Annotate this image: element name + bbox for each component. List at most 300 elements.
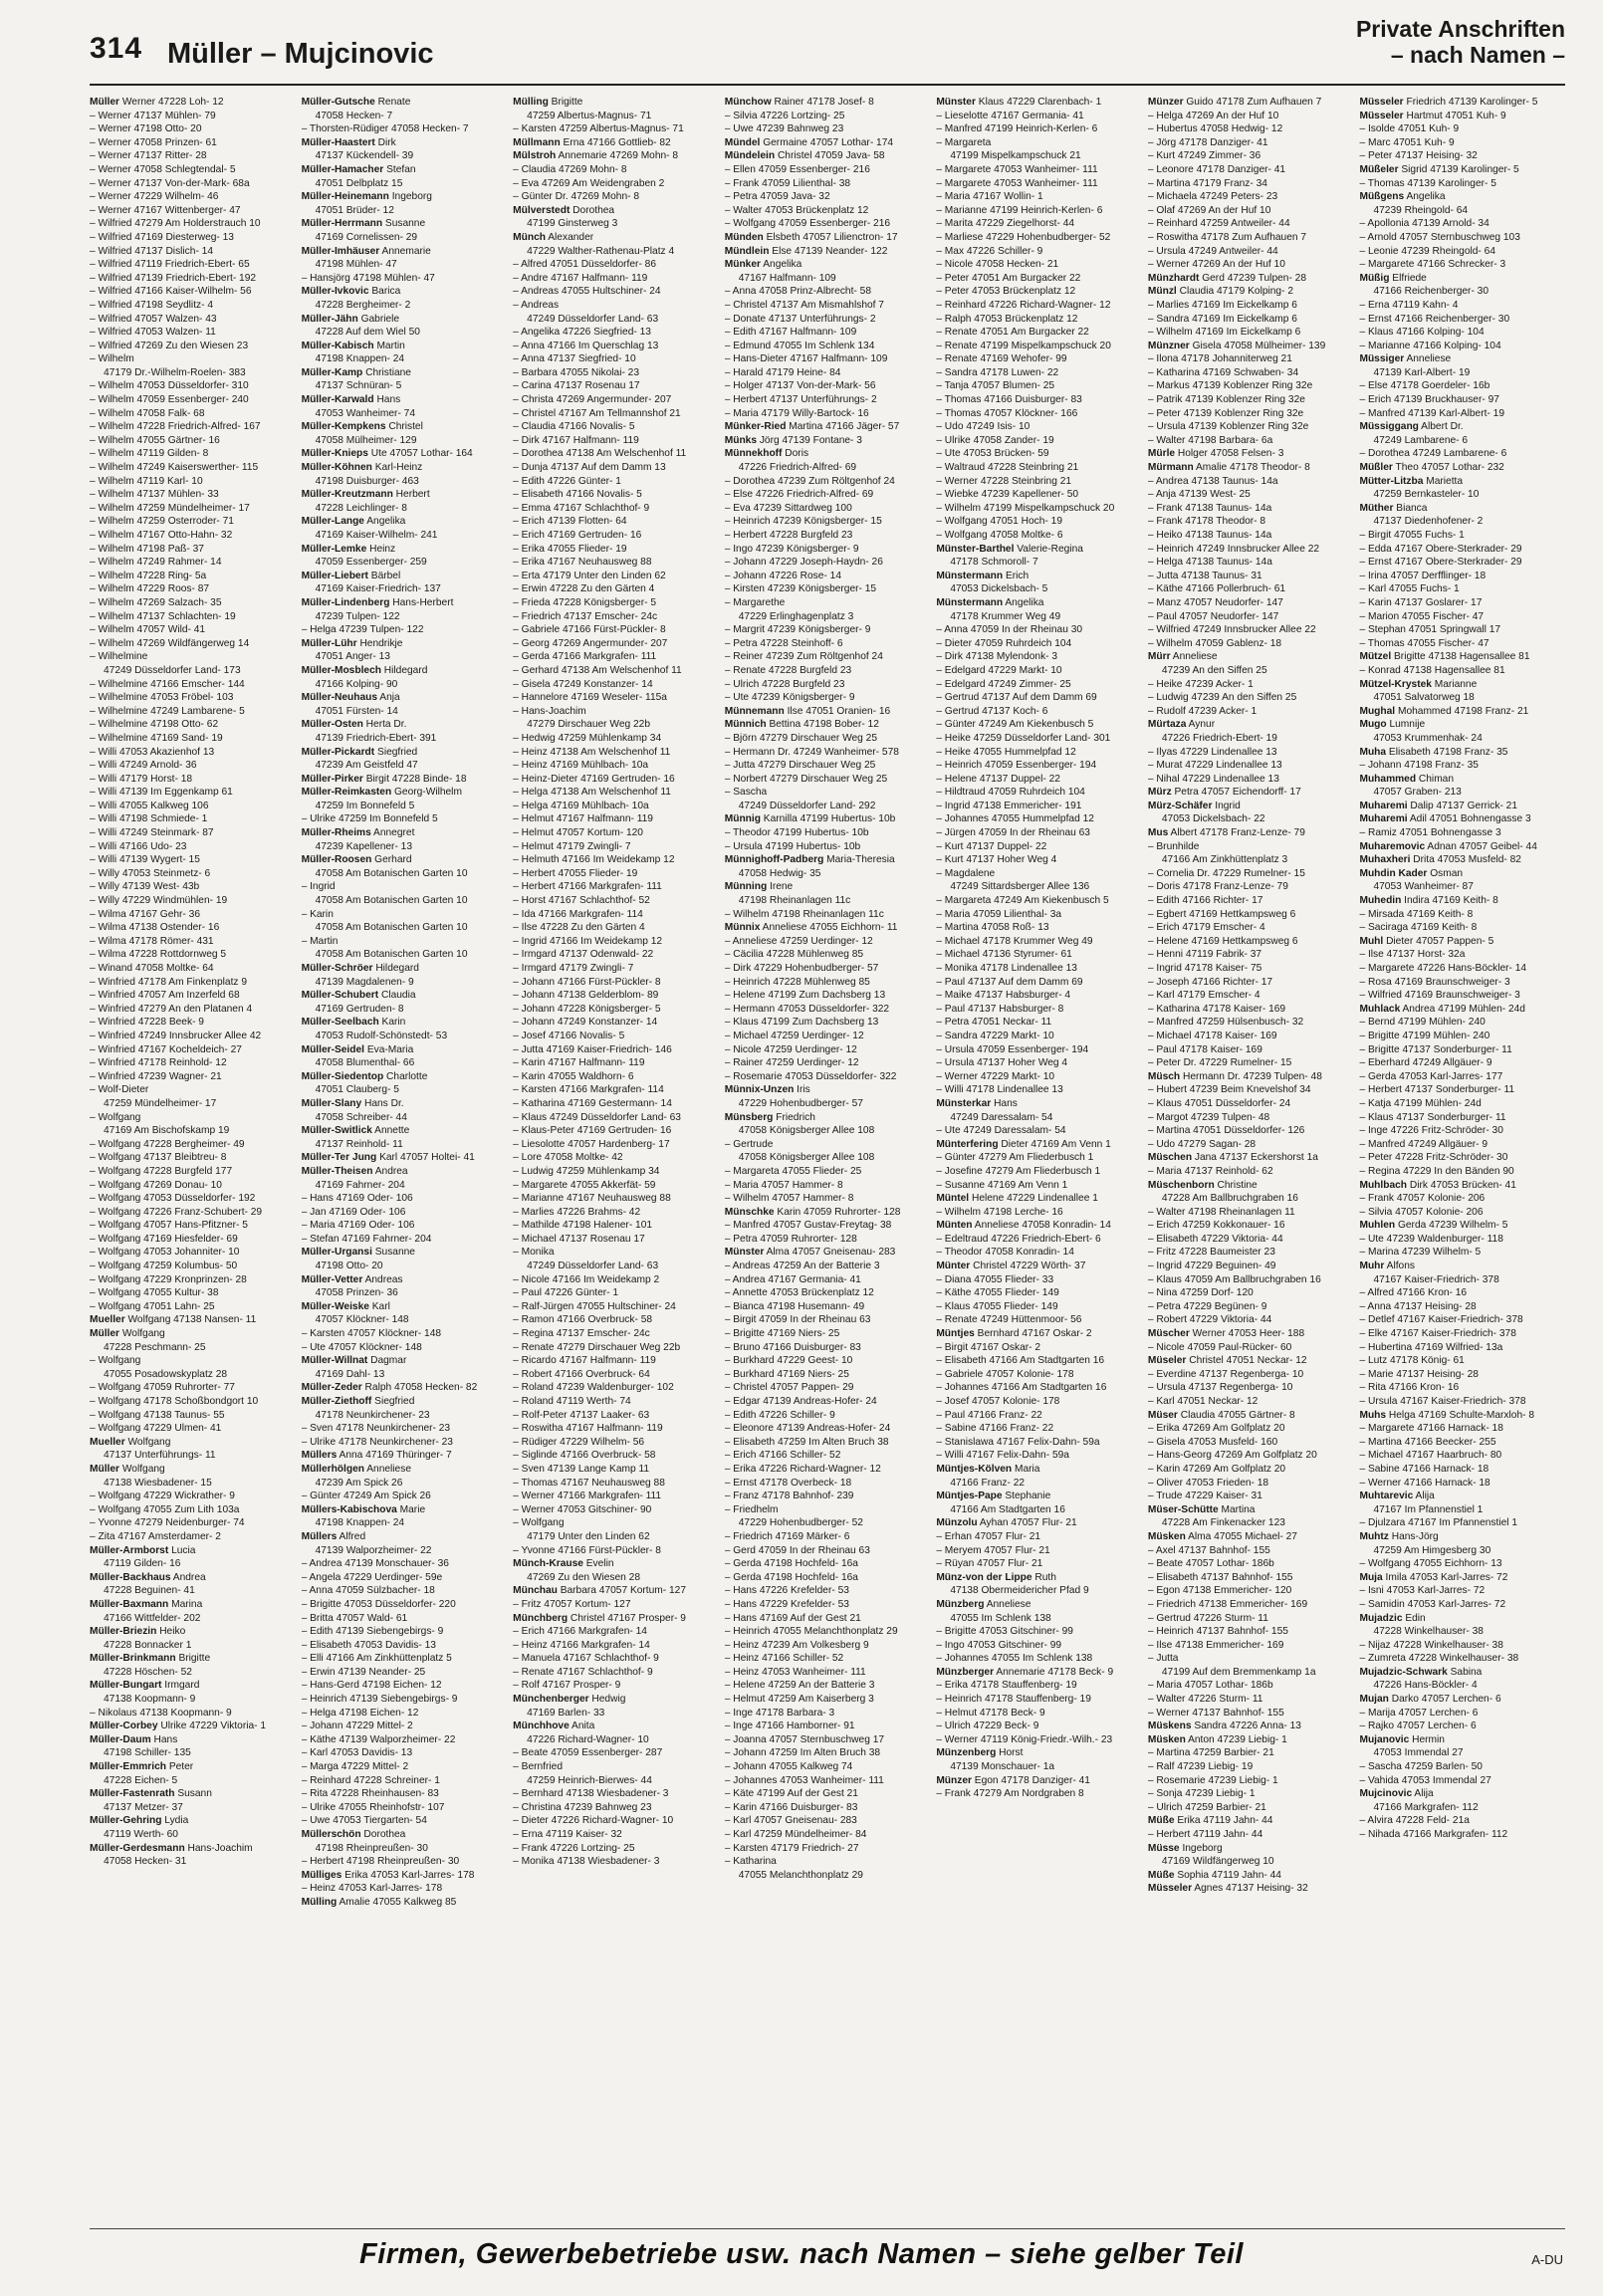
listing-entry-text: – Johann 47228 Königsberger- 5 xyxy=(513,1003,661,1015)
listing-entry-text: – Ursula 47059 Essenberger- 194 xyxy=(936,1043,1089,1055)
listing-entry xyxy=(725,1043,931,1057)
listing-entry-text: – Andrea 47167 Germania- 41 xyxy=(724,1273,861,1285)
listing-entry-text: Gerhard xyxy=(371,854,412,866)
listing-entry xyxy=(1148,190,1354,204)
listing-entry-text: – Axel 47137 Bahnhof- 155 xyxy=(1147,1544,1270,1556)
listing-entry-text: – Edith 47166 Richter- 17 xyxy=(1147,895,1263,907)
listing-entry-text: – Helga 47138 Taunus- 14a xyxy=(1147,557,1272,569)
listing-entry xyxy=(1359,272,1565,286)
listing-entry-text: – Wolfgang xyxy=(90,1111,141,1123)
listing-entry xyxy=(936,921,1142,935)
listing-entry-text: 47228 Peschmann- 25 xyxy=(104,1341,206,1353)
listing-entry-text: – Wolfgang 47059 Ruhrorter- 77 xyxy=(90,1382,235,1394)
listing-entry-text: Guido 47178 Zum Aufhauen 7 xyxy=(1183,97,1322,108)
listing-entry xyxy=(513,149,719,163)
listing-entry xyxy=(90,570,296,583)
listing-entry-text: – Paul 47057 Neudorfer- 147 xyxy=(1147,610,1279,622)
listing-entry xyxy=(90,1503,296,1517)
listing-entry-text: 47051 Brüder- 12 xyxy=(315,204,394,216)
listing-entry-text: – Wilhelm 47169 Im Eickelkamp 6 xyxy=(1147,327,1301,339)
listing-entry xyxy=(1359,379,1565,393)
listing-entry-text: – Ingrid 47178 Kaiser- 75 xyxy=(1147,963,1262,974)
listing-entry xyxy=(1148,1206,1354,1220)
listing-entry xyxy=(302,1733,508,1747)
listing-entry-text: – Wilhelm 47259 Osterroder- 71 xyxy=(90,516,234,528)
listing-entry-text: – Theodor 47058 Konradin- 14 xyxy=(936,1247,1074,1259)
listing-entry xyxy=(936,447,1142,461)
listing-entry-text: Hildegard xyxy=(372,963,419,974)
listing-entry xyxy=(725,217,931,231)
listing-entry-text: – Herbert 47055 Flieder- 19 xyxy=(513,867,638,879)
listing-entry-text: – Rüdiger 47229 Wilhelm- 56 xyxy=(513,1436,645,1448)
listing-entry xyxy=(513,136,719,150)
listing-entry-text: – Ulrich 47228 Burgfeld 23 xyxy=(724,678,845,690)
listing-entry-text: 47169 Cornelissen- 29 xyxy=(315,231,418,243)
listing-entry xyxy=(90,1003,296,1017)
listing-entry-text: – Frieda 47228 Königsberger- 5 xyxy=(513,596,657,608)
listing-entry xyxy=(936,529,1142,543)
listing-entry xyxy=(1148,1625,1354,1639)
listing-entry xyxy=(513,908,719,922)
listing-entry xyxy=(1148,475,1354,489)
listing-entry xyxy=(725,1490,931,1503)
listing-entry-text: – Helga 47198 Eichen- 12 xyxy=(301,1707,419,1719)
listing-entry-text: – Gertrud 47137 Auf dem Damm 69 xyxy=(936,692,1097,704)
listing-entry xyxy=(302,650,508,664)
listing-entry-text: – Max 47226 Schiller- 9 xyxy=(936,245,1043,257)
listing-entry xyxy=(513,326,719,340)
listing-entry-text: – Cäcilia 47228 Mühlenweg 85 xyxy=(724,949,864,961)
listing-entry-text: – Erich 47259 Kokkonauer- 16 xyxy=(1147,1220,1285,1232)
listing-entry-text: 47053 Dickelsbach- 5 xyxy=(950,583,1048,595)
listing-entry xyxy=(302,393,508,407)
listing-entry-text: Annemarie 47178 Beck- 9 xyxy=(994,1666,1114,1678)
listing-entry xyxy=(513,840,719,854)
listing-entry xyxy=(1148,759,1354,773)
listing-entry xyxy=(513,1030,719,1043)
listing-entry-surname: Muja xyxy=(1359,1571,1383,1583)
listing-entry-text: Martin xyxy=(373,340,405,351)
listing-entry-surname: Münterfering xyxy=(936,1138,999,1150)
listing-entry-text: – Paul 47137 Habsburger- 8 xyxy=(936,1003,1064,1015)
listing-entry-text: – Willi 47179 Horst- 18 xyxy=(90,773,193,785)
listing-entry-text: – Johannes 47055 Im Schlenk 138 xyxy=(936,1653,1093,1665)
listing-entry-text: – Martin xyxy=(301,935,339,947)
listing-entry xyxy=(513,285,719,299)
listing-entry-text: – Willi 47053 Akazienhof 13 xyxy=(90,746,215,758)
listing-entry-text: – Walter 47198 Barbara- 6a xyxy=(1147,434,1273,446)
listing-entry-text: Jana 47137 Eckershorst 1a xyxy=(1192,1152,1318,1164)
listing-entry-text: – Heinrich 47228 Mühlenweg 85 xyxy=(724,976,870,988)
listing-entry xyxy=(1148,664,1354,678)
listing-entry-text: – Michael 47178 Kaiser- 169 xyxy=(1147,1030,1277,1041)
listing-entry-text: 47179 Unter den Linden 62 xyxy=(527,1530,650,1542)
listing-entry xyxy=(513,1449,719,1463)
listing-entry-text: 47166 Am Stadtgarten 16 xyxy=(950,1503,1065,1515)
listing-entry-text: 47228 Bonnacker 1 xyxy=(104,1639,192,1651)
listing-entry-text: – Nicole 47058 Hecken- 21 xyxy=(936,259,1059,271)
listing-entry-text: Darko 47057 Lerchen- 6 xyxy=(1388,1694,1501,1706)
listing-entry-text: – Herbert 47137 Unterführungs- 2 xyxy=(724,394,877,406)
listing-entry xyxy=(302,1003,508,1017)
listing-entry-surname: Mujanovic xyxy=(1359,1733,1410,1745)
listing-entry-text: 47137 Metzer- 37 xyxy=(104,1801,183,1813)
listing-entry xyxy=(1359,96,1565,110)
listing-entry xyxy=(936,1246,1142,1260)
listing-entry-text: Hans-Jörg xyxy=(1388,1530,1439,1542)
listing-entry-text: – Thomas 47166 Duisburger- 83 xyxy=(936,394,1082,406)
listing-entry-text: Sophia 47119 Jahn- 44 xyxy=(1174,1869,1281,1881)
listing-entry xyxy=(1148,1503,1354,1517)
listing-entry-text: – Kurt 47137 Hoher Weg 4 xyxy=(936,854,1057,866)
listing-entry xyxy=(1148,1598,1354,1612)
listing-entry-text: – Winfried 47057 Am Inzerfeld 68 xyxy=(90,990,240,1002)
listing-entry xyxy=(513,231,719,245)
listing-entry xyxy=(513,177,719,191)
listing-entry-text: – Karin 47137 Goslarer- 17 xyxy=(1359,596,1483,608)
listing-entry xyxy=(936,623,1142,637)
listing-entry-text: – Christel 47137 Am Mismahlshof 7 xyxy=(724,299,884,311)
listing-entry-surname: Müller-Gerdesmann xyxy=(90,1842,185,1854)
listing-entry-text: – Werner 47228 Steinbring 21 xyxy=(936,475,1072,487)
listing-entry xyxy=(302,908,508,922)
listing-entry xyxy=(1359,1124,1565,1138)
listing-entry xyxy=(936,894,1142,908)
listing-entry-text: – Waltraud 47228 Steinbring 21 xyxy=(936,462,1079,474)
listing-entry-text: – Hans 47169 Auf der Gest 21 xyxy=(724,1612,861,1624)
listing-entry-text: – Margarete 47053 Wanheimer- 111 xyxy=(936,163,1098,175)
listing-entry xyxy=(936,393,1142,407)
listing-entry xyxy=(725,407,931,421)
listing-entry-text: – Johann 47166 Fürst-Pückler- 8 xyxy=(513,976,661,988)
listing-entry-text: – Werner 47119 König-Friedr.-Wilh.- 23 xyxy=(936,1733,1113,1745)
listing-entry-text: – Wolfgang 47058 Moltke- 6 xyxy=(936,530,1063,541)
listing-entry xyxy=(90,718,296,732)
listing-entry-text: – Ralf-Jürgen 47055 Hultschiner- 24 xyxy=(513,1300,676,1312)
listing-entry-text: – Henni 47119 Fabrik- 37 xyxy=(1147,949,1262,961)
listing-entry xyxy=(1148,840,1354,854)
listing-entry-text: – Helga 47169 Mühlbach- 10a xyxy=(513,800,649,811)
listing-entry-text: – Christina 47239 Bahnweg 23 xyxy=(513,1801,652,1813)
listing-entry-text: 47139 Magdalenen- 9 xyxy=(315,976,414,988)
listing-entry-text: – Bernfried xyxy=(513,1761,563,1773)
listing-entry-text: – Heinrich 47239 Königsberger- 15 xyxy=(724,516,882,528)
listing-entry xyxy=(302,705,508,719)
listing-entry xyxy=(725,976,931,990)
listing-entry xyxy=(1359,650,1565,664)
listing-entry xyxy=(936,1097,1142,1111)
listing-entry-text: – Wilhelmine 47198 Otto- 62 xyxy=(90,719,219,731)
listing-entry xyxy=(936,1463,1142,1477)
listing-entry-surname: Muha xyxy=(1359,746,1387,758)
listing-entry xyxy=(725,1273,931,1287)
listing-entry-text: Karl 47057 Holtei- 41 xyxy=(376,1152,475,1164)
listing-entry-text: Hartmut 47051 Kuh- 9 xyxy=(1403,110,1506,121)
listing-entry xyxy=(302,948,508,962)
listing-entry xyxy=(1359,1341,1565,1355)
listing-entry-text: – Nicole 47059 Paul-Rücker- 60 xyxy=(1147,1341,1292,1353)
listing-entry xyxy=(1148,1111,1354,1125)
listing-entry-surname: Müller-Seidel xyxy=(301,1043,364,1055)
listing-entry-text: – Wilfried 47166 Kaiser-Wilhelm- 56 xyxy=(90,286,252,298)
listing-entry xyxy=(302,1192,508,1206)
listing-entry-text: 47137 Unterführungs- 11 xyxy=(104,1450,216,1462)
listing-entry xyxy=(90,1273,296,1287)
listing-entry-text: – Ingo 47239 Königsberger- 9 xyxy=(724,543,859,555)
listing-entry-text: 47166 Markgrafen- 112 xyxy=(1373,1801,1479,1813)
listing-entry-text: – Michael 47136 Styrumer- 61 xyxy=(936,949,1072,961)
listing-entry-text: – Frank 47178 Theodor- 8 xyxy=(1147,516,1266,528)
listing-entry-text: 47249 Sittardsberger Allee 136 xyxy=(950,881,1090,893)
listing-entry xyxy=(302,1814,508,1828)
listing-entry xyxy=(1359,812,1565,826)
listing-entry-text: – Wilfried 47139 Friedrich-Ebert- 192 xyxy=(90,272,257,284)
listing-entry-surname: Mülling xyxy=(301,1896,338,1908)
listing-entry-text: – Rajko 47057 Lerchen- 6 xyxy=(1359,1721,1477,1732)
listing-entry xyxy=(90,1327,296,1341)
listing-entry xyxy=(725,826,931,840)
listing-entry-text: 47228 Bergheimer- 2 xyxy=(315,299,411,311)
listing-entry-text: 47228 Am Ballbruchgraben 16 xyxy=(1161,1193,1298,1205)
listing-entry-text: – Brigitte 47199 Mühlen- 240 xyxy=(1359,1030,1490,1041)
listing-entry xyxy=(90,812,296,826)
listing-entry xyxy=(302,352,508,366)
listing-entry xyxy=(1359,326,1565,340)
listing-entry xyxy=(513,1395,719,1409)
listing-entry-text: – Michael 47137 Rosenau 17 xyxy=(513,1233,645,1245)
listing-entry xyxy=(1148,637,1354,651)
listing-entry xyxy=(302,1516,508,1530)
listing-entry xyxy=(1359,231,1565,245)
listing-entry xyxy=(302,1869,508,1883)
listing-entry-text: – Karl 47259 Mündelheimer- 84 xyxy=(724,1829,867,1840)
listing-entry-surname: Mündel xyxy=(724,136,761,148)
listing-entry xyxy=(1359,1503,1565,1517)
listing-entry-text: – Karsten 47179 Friedrich- 27 xyxy=(724,1842,859,1854)
listing-entry xyxy=(1148,1219,1354,1233)
listing-entry-text: – Marianne 47166 Kolping- 104 xyxy=(1359,340,1501,351)
listing-entry xyxy=(936,122,1142,136)
listing-entry-text: – Paul 47226 Günter- 1 xyxy=(513,1287,619,1299)
listing-entry-text: – Maria 47059 Lilienthal- 3a xyxy=(936,908,1062,920)
listing-entry xyxy=(513,1056,719,1070)
listing-entry xyxy=(1148,245,1354,259)
listing-entry xyxy=(725,1436,931,1450)
listing-entry-text: – Marianne 47167 Neuhausweg 88 xyxy=(513,1193,671,1205)
listing-entry xyxy=(90,515,296,529)
listing-entry-surname: Müllers xyxy=(301,1450,338,1462)
listing-entry-surname: Müller-Vetter xyxy=(301,1273,363,1285)
listing-entry xyxy=(302,1368,508,1382)
listing-entry-text: Alija xyxy=(1412,1788,1434,1800)
listing-entry xyxy=(513,122,719,136)
listing-entry xyxy=(302,163,508,177)
listing-entry xyxy=(1148,1192,1354,1206)
listing-entry xyxy=(90,1544,296,1558)
listing-entry xyxy=(90,434,296,448)
listing-entry xyxy=(936,718,1142,732)
listing-entry-text: Erika 47053 Karl-Jarres- 178 xyxy=(342,1869,475,1881)
listing-entry-text: 47239 Tulpen- 122 xyxy=(315,610,400,622)
listing-entry xyxy=(302,718,508,732)
listing-entry-text: Albert Dr. xyxy=(1418,421,1464,433)
listing-entry-text: Aynur xyxy=(1186,719,1216,731)
listing-entry xyxy=(1148,379,1354,393)
listing-entry xyxy=(90,948,296,962)
listing-entry-text: – Willi 47198 Schmiede- 1 xyxy=(90,813,208,825)
listing-entry-text: – Eva 47269 Am Weidengraben 2 xyxy=(513,177,665,189)
listing-entry xyxy=(725,502,931,516)
listing-entry xyxy=(1359,1422,1565,1436)
listing-entry xyxy=(90,461,296,475)
listing-entry-text: – Wilhelm 47058 Falk- 68 xyxy=(90,407,205,419)
listing-entry xyxy=(513,1625,719,1639)
listing-entry-text: – Else 47178 Goerdeler- 16b xyxy=(1359,380,1490,392)
corner-code: A-DU xyxy=(1531,2252,1563,2267)
listing-entry-text: – Leonore 47178 Danziger- 41 xyxy=(1147,163,1286,175)
listing-entry-text: – Lutz 47178 König- 61 xyxy=(1359,1355,1465,1367)
listing-entry xyxy=(513,705,719,719)
listing-entry-text: Heiko xyxy=(156,1626,186,1638)
listing-entry-text: – Joanna 47057 Sternbuschweg 17 xyxy=(724,1733,885,1745)
listing-entry xyxy=(302,1246,508,1260)
listing-entry xyxy=(1359,1571,1565,1585)
listing-entry xyxy=(302,1300,508,1314)
listing-entry-surname: Münden xyxy=(724,231,764,243)
listing-entry xyxy=(725,1395,931,1409)
listing-entry-text: – Ilyas 47229 Lindenallee 13 xyxy=(1147,746,1277,758)
listing-entry-text: – Jutta 47169 Kaiser-Friedrich- 146 xyxy=(513,1043,672,1055)
listing-entry xyxy=(1148,1557,1354,1571)
listing-entry xyxy=(1359,1516,1565,1530)
listing-entry-text: Marietta xyxy=(1423,475,1464,487)
listing-entry-text: Christel 47167 Prosper- 9 xyxy=(568,1612,686,1624)
listing-entry-text: – Ralph 47053 Brückenplatz 12 xyxy=(936,313,1078,325)
listing-entry xyxy=(936,326,1142,340)
listing-entry xyxy=(302,447,508,461)
listing-entry-surname: Müßeler xyxy=(1359,163,1399,175)
listing-entry xyxy=(725,366,931,380)
listing-entry xyxy=(725,1260,931,1273)
listing-entry-text: – Nihada 47166 Markgrafen- 112 xyxy=(1359,1829,1508,1840)
listing-entry-surname: Mueller xyxy=(90,1436,125,1448)
listing-entry-text: – Edda 47167 Obere-Sterkrader- 29 xyxy=(1359,543,1522,555)
listing-entry-text: 47055 Melanchthonplatz 29 xyxy=(738,1869,863,1881)
listing-entry-text: – Yvonne 47166 Fürst-Pückler- 8 xyxy=(513,1544,661,1556)
listing-entry-text: – Wilhelm 47198 Rheinanlagen 11c xyxy=(724,908,884,920)
listing-entry xyxy=(90,1165,296,1179)
listing-entry xyxy=(1148,732,1354,746)
listing-entry xyxy=(725,880,931,894)
listing-entry-text: – Ellen 47059 Essenberger- 216 xyxy=(724,163,870,175)
listing-entry-text: – Winfried 47249 Innsbrucker Allee 42 xyxy=(90,1030,262,1041)
listing-entry-text: – Ulrike 47259 Im Bonnefeld 5 xyxy=(301,813,438,825)
listing-entry-text: – Wolfgang 47055 Eichhorn- 13 xyxy=(1359,1558,1502,1570)
listing-entry-text: – Andreas 47055 Hultschiner- 24 xyxy=(513,286,661,298)
listing-entry-text: 47058 Am Botanischen Garten 10 xyxy=(315,922,468,934)
listing-entry xyxy=(513,1679,719,1693)
listing-entry xyxy=(1148,1516,1354,1530)
listing-entry-text: – Hansjörg 47198 Mühlen- 47 xyxy=(301,272,435,284)
listing-entry xyxy=(725,299,931,313)
listing-entry xyxy=(725,231,931,245)
listing-entry-text: 47058 Schreiber- 44 xyxy=(315,1111,407,1123)
listing-entry-text: – Erich 47169 Gertruden- 16 xyxy=(513,530,642,541)
listing-entry-text: – Frank 47138 Taunus- 14a xyxy=(1147,502,1272,514)
listing-entry-text: Gabriele xyxy=(357,313,400,325)
listing-entry-text: – Murat 47229 Lindenallee 13 xyxy=(1147,760,1282,772)
listing-entry-text: – Elisabeth 47259 Im Alten Bruch 38 xyxy=(724,1436,889,1448)
listing-entry-surname: Mus xyxy=(1147,827,1169,839)
listing-entry-text: – Gerda 47166 Markgrafen- 111 xyxy=(513,651,657,663)
listing-entry-text: Wolfgang 47138 Nansen- 11 xyxy=(124,1314,257,1326)
listing-entry-surname: Müller-Gehring xyxy=(90,1815,162,1827)
listing-entry-text: – Udo 47279 Sagan- 28 xyxy=(1147,1138,1257,1150)
listing-entry xyxy=(1148,407,1354,421)
listing-entry xyxy=(513,502,719,516)
listing-entry xyxy=(513,664,719,678)
listing-entry-text: – Wolfgang 47259 Kolumbus- 50 xyxy=(90,1261,238,1272)
listing-entry xyxy=(1359,340,1565,353)
listing-entry xyxy=(1359,1666,1565,1680)
listing-entry xyxy=(725,894,931,908)
listing-entry-surname: Müller-Urgansi xyxy=(301,1247,372,1259)
listing-entry xyxy=(1148,1449,1354,1463)
listing-entry xyxy=(513,379,719,393)
listing-entry-text: – Willi 47139 Im Eggenkamp 61 xyxy=(90,787,233,799)
listing-entry xyxy=(90,759,296,773)
listing-entry-text: Christel xyxy=(385,421,423,433)
listing-entry-surname: Müsken xyxy=(1147,1530,1186,1542)
listing-entry-text: – Wilhelm 47229 Roos- 87 xyxy=(90,583,210,595)
listing-entry-text: 47137 Kückendell- 39 xyxy=(315,150,414,162)
listing-entry-text: – Willy 47139 West- 43b xyxy=(90,881,200,893)
listing-entry-text: – Sascha xyxy=(724,787,768,799)
listing-entry xyxy=(1359,1206,1565,1220)
listing-entry xyxy=(90,1097,296,1111)
listing-entry xyxy=(513,610,719,624)
listing-entry-surname: Müller-Brinkmann xyxy=(90,1653,176,1665)
listing-entry xyxy=(90,1206,296,1220)
listing-entry-text: – Wolfgang 47138 Taunus- 55 xyxy=(90,1409,225,1421)
listing-entry-text: – Oliver 47053 Frieden- 18 xyxy=(1147,1477,1269,1489)
listing-entry xyxy=(725,1368,931,1382)
listing-entry-text: 47249 Lambarene- 6 xyxy=(1373,434,1469,446)
listing-entry-text: – Kurt 47137 Duppel- 22 xyxy=(936,840,1047,852)
listing-entry xyxy=(513,407,719,421)
listing-entry-text: – Helene 47199 Zum Dachsberg 13 xyxy=(724,990,886,1002)
listing-entry-surname: Müller-Osten xyxy=(301,719,363,731)
listing-entry xyxy=(1148,948,1354,962)
listing-entry-text: – Britta 47057 Wald- 61 xyxy=(301,1612,408,1624)
listing-entry-text: – Herbert 47198 Rheinpreußen- 30 xyxy=(301,1856,460,1868)
listing-entry-surname: Müschen xyxy=(1147,1152,1193,1164)
listing-entry xyxy=(302,867,508,881)
listing-entry-text: – Christel 47057 Pappen- 29 xyxy=(724,1382,854,1394)
listing-entry-text: – Bernd 47199 Mühlen- 240 xyxy=(1359,1017,1486,1029)
listing-entry xyxy=(1359,570,1565,583)
listing-entry xyxy=(90,705,296,719)
listing-entry-text: – Monika xyxy=(513,1247,555,1259)
listing-entry-text: – Björn 47279 Dirschauer Weg 25 xyxy=(724,732,878,744)
listing-entry-text: – Helga 47269 An der Huf 10 xyxy=(1147,110,1279,121)
listing-entry xyxy=(513,1544,719,1558)
listing-entry-text: – Burkhard 47169 Niers- 25 xyxy=(724,1368,849,1380)
listing-entry-text: – Erta 47179 Unter den Linden 62 xyxy=(513,570,666,581)
listing-entry-text: – Ursula 47137 Hoher Weg 4 xyxy=(936,1057,1068,1069)
listing-entry xyxy=(90,366,296,380)
listing-entry xyxy=(1148,976,1354,990)
